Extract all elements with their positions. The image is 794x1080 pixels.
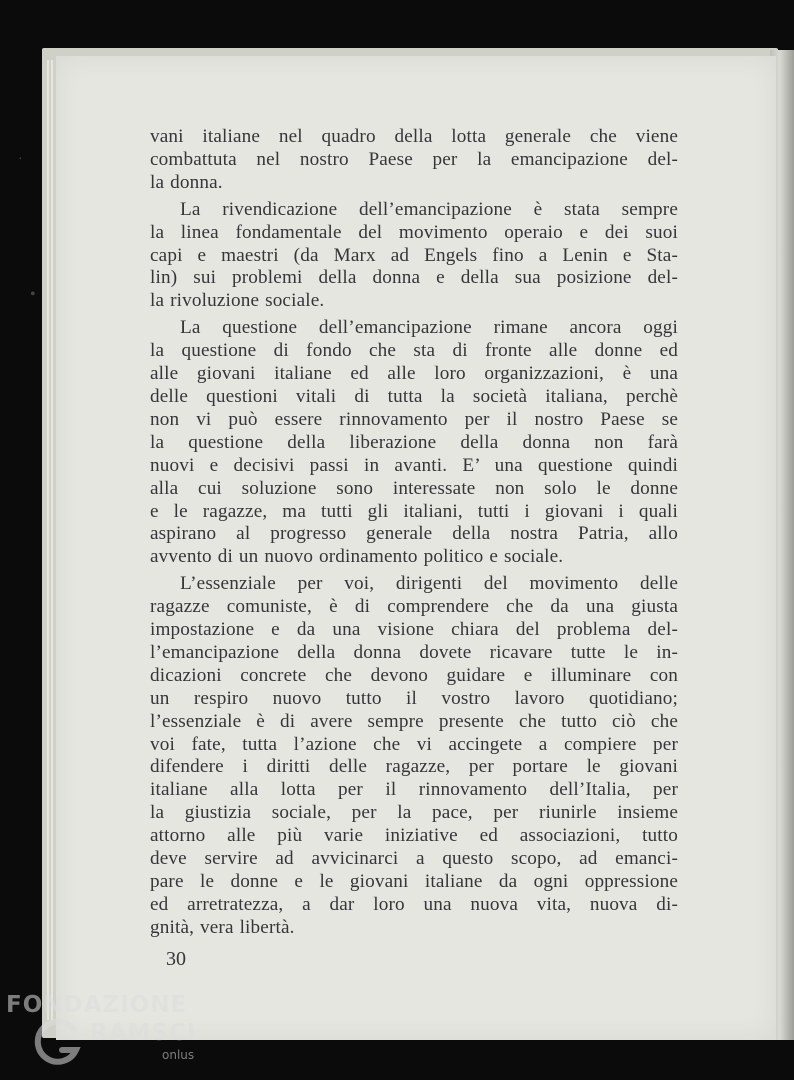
text-line: italiane alla lotta per il rinnovamento dell’Italia, per: [150, 779, 678, 801]
text-line: deve servire ad avvicinarci a questo scopo, ad emanci-: [150, 848, 678, 870]
text-line: vani italiane nel quadro della lotta generale che viene: [150, 126, 678, 147]
margin-mark: ·: [18, 152, 23, 167]
page-edge: [47, 60, 49, 1020]
paragraph: [150, 199, 678, 314]
text-line: un respiro nuovo tutto il vostro lavoro quotidiano;: [150, 687, 678, 709]
margin-mark: •: [30, 286, 36, 303]
text-line: lin) sui problemi della donna e della sua posizione del-: [150, 267, 678, 289]
watermark-line1: FONDAZIONE: [6, 992, 188, 1018]
watermark-line2: RAMSCI: [90, 1020, 197, 1046]
text-line: dicazioni concrete che devono guidare e illuminare con: [150, 664, 678, 686]
text-line: combattuta nel nostro Paese per la emancipazione del-: [150, 148, 678, 170]
text-line: La rivendicazione dell’emancipazione è stata sempre: [180, 198, 678, 220]
text-line: ragazze comuniste, è di comprendere che da una giusta: [150, 596, 678, 618]
text-line: attorno alle più varie iniziative ed associazioni, tutto: [150, 825, 678, 847]
text-line: nuovi e decisivi passi in avanti. E’ una questione quindi: [150, 454, 678, 476]
page-edge: [51, 60, 53, 1020]
text-line: L’essenziale per voi, dirigenti del movimento delle: [180, 573, 678, 595]
page-number: 30: [166, 948, 186, 970]
text-line: la questione di fondo che sta di fronte alle donne ed: [150, 340, 678, 362]
text-line: delle questioni vitali di tutta la società italiana, perchè: [150, 385, 678, 407]
text-line: non vi può essere rinnovamento per il nostro Paese se: [150, 408, 678, 430]
text-line: la questione della liberazione della donna non farà: [150, 431, 678, 453]
text-line: la rivoluzione sociale.: [150, 290, 325, 312]
text-line: l’emancipazione della donna dovete ricavare tutte le in-: [150, 641, 678, 663]
text-line: avvento di un nuovo ordinamento politico e sociale.: [150, 546, 564, 568]
text-line: alla cui soluzione sono interessate non solo le donne: [150, 477, 678, 499]
text-line: impostazione e da una visione chiara del problema del-: [150, 619, 678, 641]
text-line: difendere i diritti delle ragazze, per portare le giovani: [150, 756, 678, 778]
text-line: e le ragazze, ma tutti gli italiani, tutti i giovani i quali: [150, 500, 678, 522]
text-line: voi fate, tutta l’azione che vi accingete a compiere per: [150, 733, 678, 755]
paragraph: [150, 573, 678, 940]
watermark-logo: [0, 990, 230, 1070]
text-line: pare le donne e le giovani italiane da ogni oppressione: [150, 871, 678, 892]
text-line: gnità, vera libertà.: [150, 916, 295, 938]
text-line: capi e maestri (da Marx ad Engels fino a Lenin e Sta-: [150, 244, 678, 266]
text-line: ed arretratezza, a dar loro una nuova vita, nuova di-: [150, 893, 678, 915]
paragraph: [150, 126, 678, 195]
text-line: la giustizia sociale, per la pace, per riunirle insieme: [150, 802, 678, 824]
text-line: La questione dell’emancipazione rimane ancora oggi: [180, 317, 678, 339]
g-logo-icon: [34, 1018, 84, 1068]
paragraph: [150, 317, 678, 569]
watermark-onlus: onlus: [162, 1048, 195, 1062]
text-line: alle giovani italiane ed alle loro organizzazioni, è una: [150, 363, 678, 385]
text-line: la donna.: [150, 171, 223, 193]
body-text: [150, 126, 678, 944]
text-line: l’essenziale è di avere sempre presente che tutto ciò che: [150, 710, 678, 732]
text-line: la linea fondamentale del movimento operaio e dei suoi: [150, 221, 678, 243]
text-line: aspirano al progresso generale della nostra Patria, allo: [150, 523, 678, 545]
